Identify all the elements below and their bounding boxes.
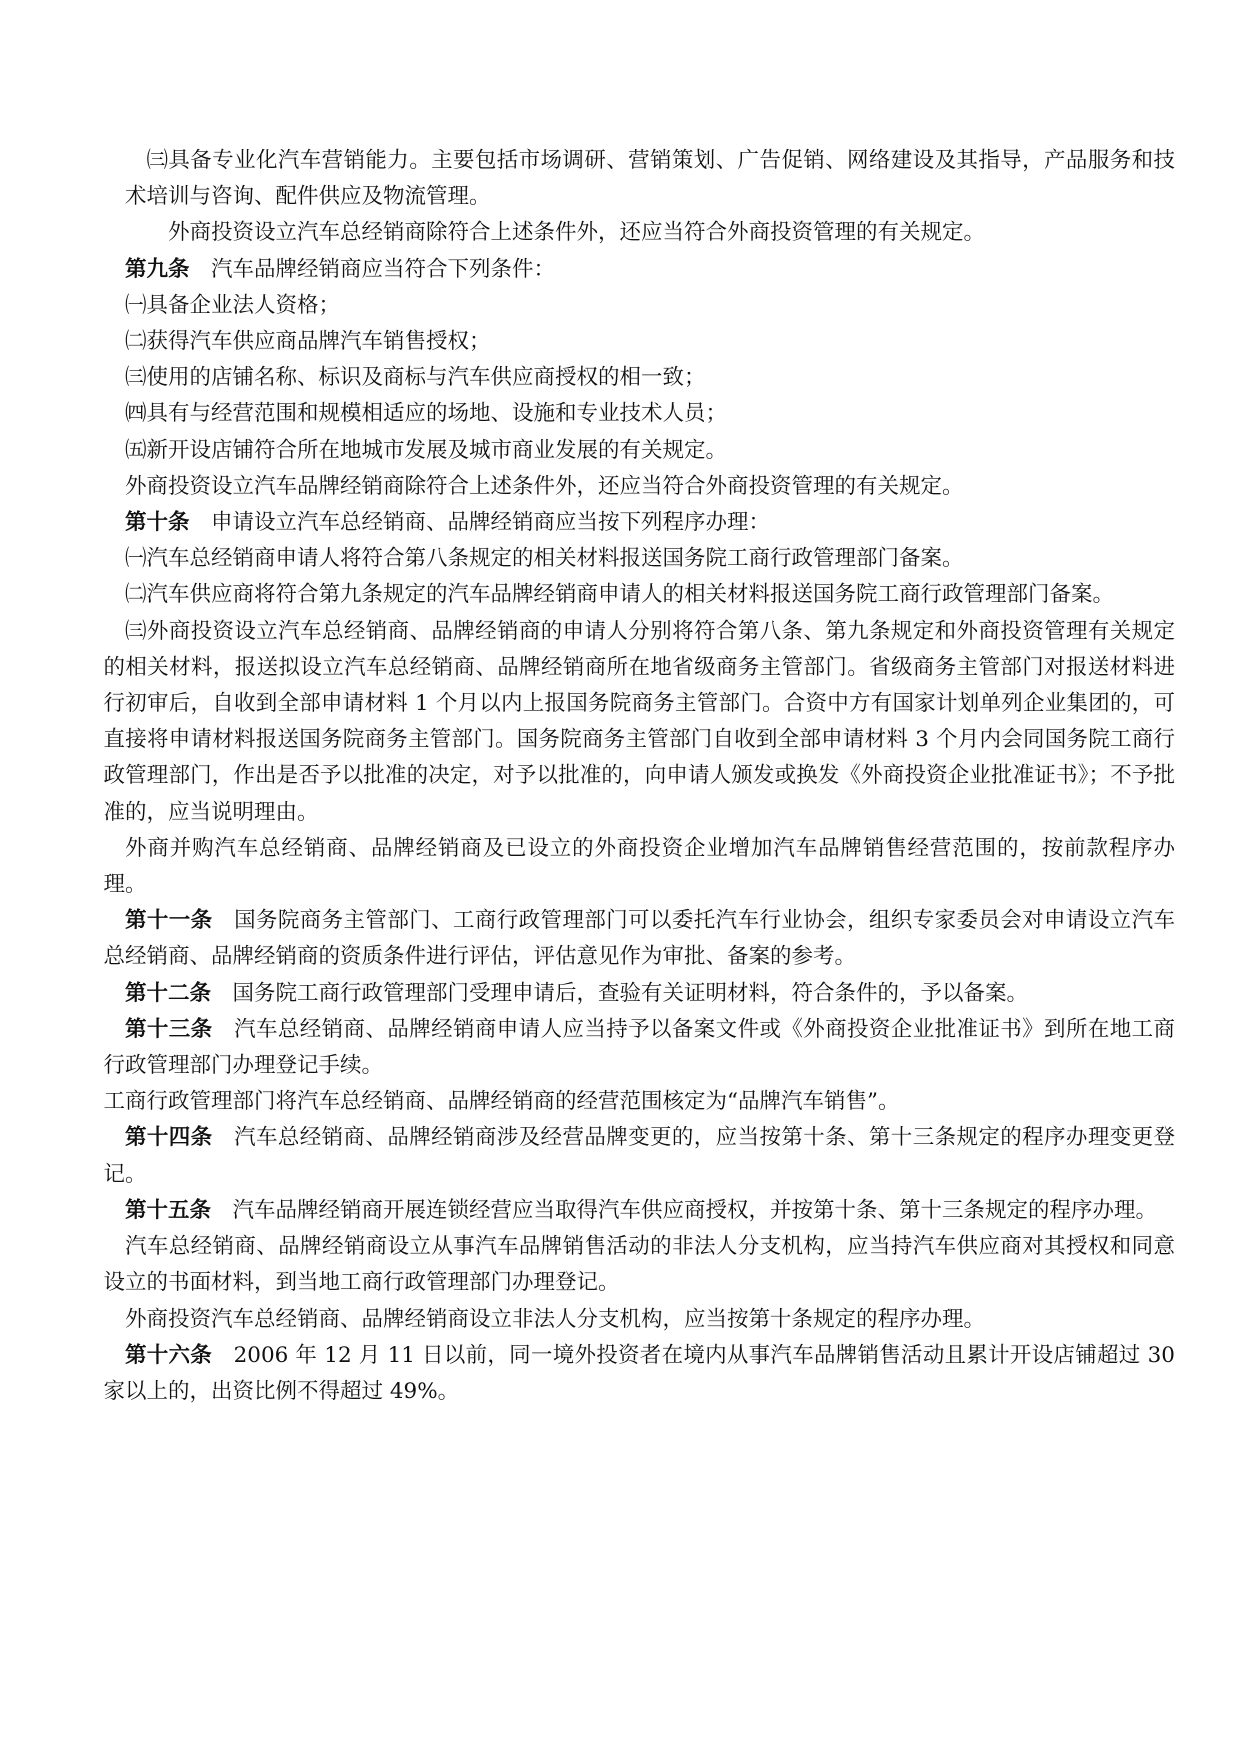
paragraph bbox=[104, 1084, 1176, 1120]
article-paragraph bbox=[104, 1338, 1176, 1410]
list-item bbox=[125, 541, 1175, 577]
list-item bbox=[125, 360, 1175, 396]
paragraph-text: 工商行政管理部门将汽车总经销商、品牌经销商的经营范围核定为“品牌汽车销售”。 bbox=[103, 1089, 900, 1115]
article-label: 第十一条 bbox=[125, 908, 213, 934]
article-label: 第十六条 bbox=[125, 1342, 213, 1368]
paragraph-text: ㈡汽车供应商将符合第九条规定的汽车品牌经销商申请人的相关材料报送国务院工商行政管理部门备案。 bbox=[125, 582, 1115, 608]
list-item bbox=[125, 433, 1175, 469]
paragraph bbox=[125, 469, 1175, 505]
paragraph-text: 外商并购汽车总经销商、品牌经销商及已设立的外商投资企业增加汽车品牌销售经营范围的，按前款程序办理。 bbox=[103, 835, 1175, 898]
paragraph-text: 外商投资汽车总经销商、品牌经销商设立非法人分支机构，应当按第十条规定的程序办理。 bbox=[125, 1306, 986, 1332]
paragraph bbox=[125, 143, 1175, 215]
article-label: 第十三条 bbox=[125, 1016, 213, 1042]
list-item bbox=[125, 396, 1175, 432]
paragraph-text: ㈢外商投资设立汽车总经销商、品牌经销商的申请人分别将符合第八条、第九条规定和外商投资管理有关规定的相关材料，报送拟设立汽车总经销商、品牌经销商所在地省级商务主管部门。省级商务主管部门对报送材料进行初审后，自收到全部申请材料 1 个月以内上报国务院商务主管部门。合资中方有国家计划单列企业集团的，可直接将申请材料报送国务院商务主管部门。国务院商务主管部门自收到全部申请材料 3 个月内会同国务院工商行政管理部门，作出是否予以批准的决定，对予以批准的，向申请人颁发或换发《外商投资企业批准证书》；不予批准的，应当说明理由。 bbox=[103, 618, 1175, 825]
article-label: 第十条 bbox=[125, 510, 190, 536]
article-paragraph bbox=[104, 976, 1176, 1012]
list-item bbox=[104, 577, 1176, 613]
article-paragraph bbox=[125, 505, 1175, 541]
paragraph-text: ㈢具备专业化汽车营销能力。主要包括市场调研、营销策划、广告促销、网络建设及其指导，产品服务和技术培训与咨询、配件供应及物流管理。 bbox=[125, 148, 1175, 210]
paragraph-text: 2006 年 12 月 11 日以前，同一境外投资者在境内从事汽车品牌销售活动且累计开设店铺超过 30 家以上的，出资比例不得超过 49%。 bbox=[103, 1342, 1175, 1404]
article-label: 第十五条 bbox=[125, 1197, 212, 1223]
paragraph-text: ㈢使用的店铺名称、标识及商标与汽车供应商授权的相一致； bbox=[125, 365, 706, 391]
article-label: 第十四条 bbox=[125, 1125, 213, 1151]
paragraph bbox=[104, 1302, 1176, 1338]
paragraph-text: 汽车品牌经销商开展连锁经营应当取得汽车供应商授权，并按第十条、第十三条规定的程序办理。 bbox=[232, 1197, 1158, 1223]
paragraph bbox=[104, 831, 1176, 903]
paragraph-text: 国务院工商行政管理部门受理申请后，查验有关证明材料，符合条件的，予以备案。 bbox=[232, 980, 1029, 1006]
paragraph bbox=[104, 1229, 1176, 1301]
paragraph-text: 外商投资设立汽车总经销商除符合上述条件外，还应当符合外商投资管理的有关规定。 bbox=[168, 220, 986, 246]
paragraph-text: ㈠汽车总经销商申请人将符合第八条规定的相关材料报送国务院工商行政管理部门备案。 bbox=[125, 546, 964, 572]
paragraph-text: ㈣具有与经营范围和规模相适应的场地、设施和专业技术人员； bbox=[125, 401, 728, 427]
article-label: 第九条 bbox=[125, 256, 190, 282]
article-paragraph bbox=[125, 252, 1175, 288]
paragraph-text: 国务院商务主管部门、工商行政管理部门可以委托汽车行业协会，组织专家委员会对申请设立汽车总经销商、品牌经销商的资质条件进行评估，评估意见作为审批、备案的参考。 bbox=[103, 908, 1175, 970]
paragraph-text: 汽车总经销商、品牌经销商申请人应当持予以备案文件或《外商投资企业批准证书》到所在地工商行政管理部门办理登记手续。 bbox=[103, 1016, 1175, 1079]
article-paragraph bbox=[104, 1120, 1176, 1192]
paragraph-text: 申请设立汽车总经销商、品牌经销商应当按下列程序办理： bbox=[211, 510, 771, 536]
article-label: 第十二条 bbox=[125, 980, 212, 1006]
paragraph-text: ㈤新开设店铺符合所在地城市发展及城市商业发展的有关规定。 bbox=[125, 437, 728, 463]
article-paragraph bbox=[104, 1012, 1176, 1084]
list-item bbox=[125, 324, 1175, 360]
paragraph-text: 汽车品牌经销商应当符合下列条件： bbox=[211, 256, 556, 282]
article-paragraph bbox=[104, 1193, 1176, 1229]
paragraph-text: ㈡获得汽车供应商品牌汽车销售授权； bbox=[125, 329, 491, 355]
document-body bbox=[103, 143, 1175, 1410]
paragraph-text: ㈠具备企业法人资格； bbox=[125, 292, 341, 318]
paragraph-text: 汽车总经销商、品牌经销商涉及经营品牌变更的，应当按第十条、第十三条规定的程序办理变更登记。 bbox=[103, 1125, 1175, 1187]
paragraph bbox=[125, 215, 1175, 251]
article-paragraph bbox=[104, 903, 1176, 975]
paragraph-text: 汽车总经销商、品牌经销商设立从事汽车品牌销售活动的非法人分支机构，应当持汽车供应商对其授权和同意设立的书面材料，到当地工商行政管理部门办理登记。 bbox=[103, 1234, 1175, 1296]
paragraph-text: 外商投资设立汽车品牌经销商除符合上述条件外，还应当符合外商投资管理的有关规定。 bbox=[125, 473, 964, 499]
list-item bbox=[125, 288, 1175, 324]
list-item bbox=[104, 614, 1176, 831]
